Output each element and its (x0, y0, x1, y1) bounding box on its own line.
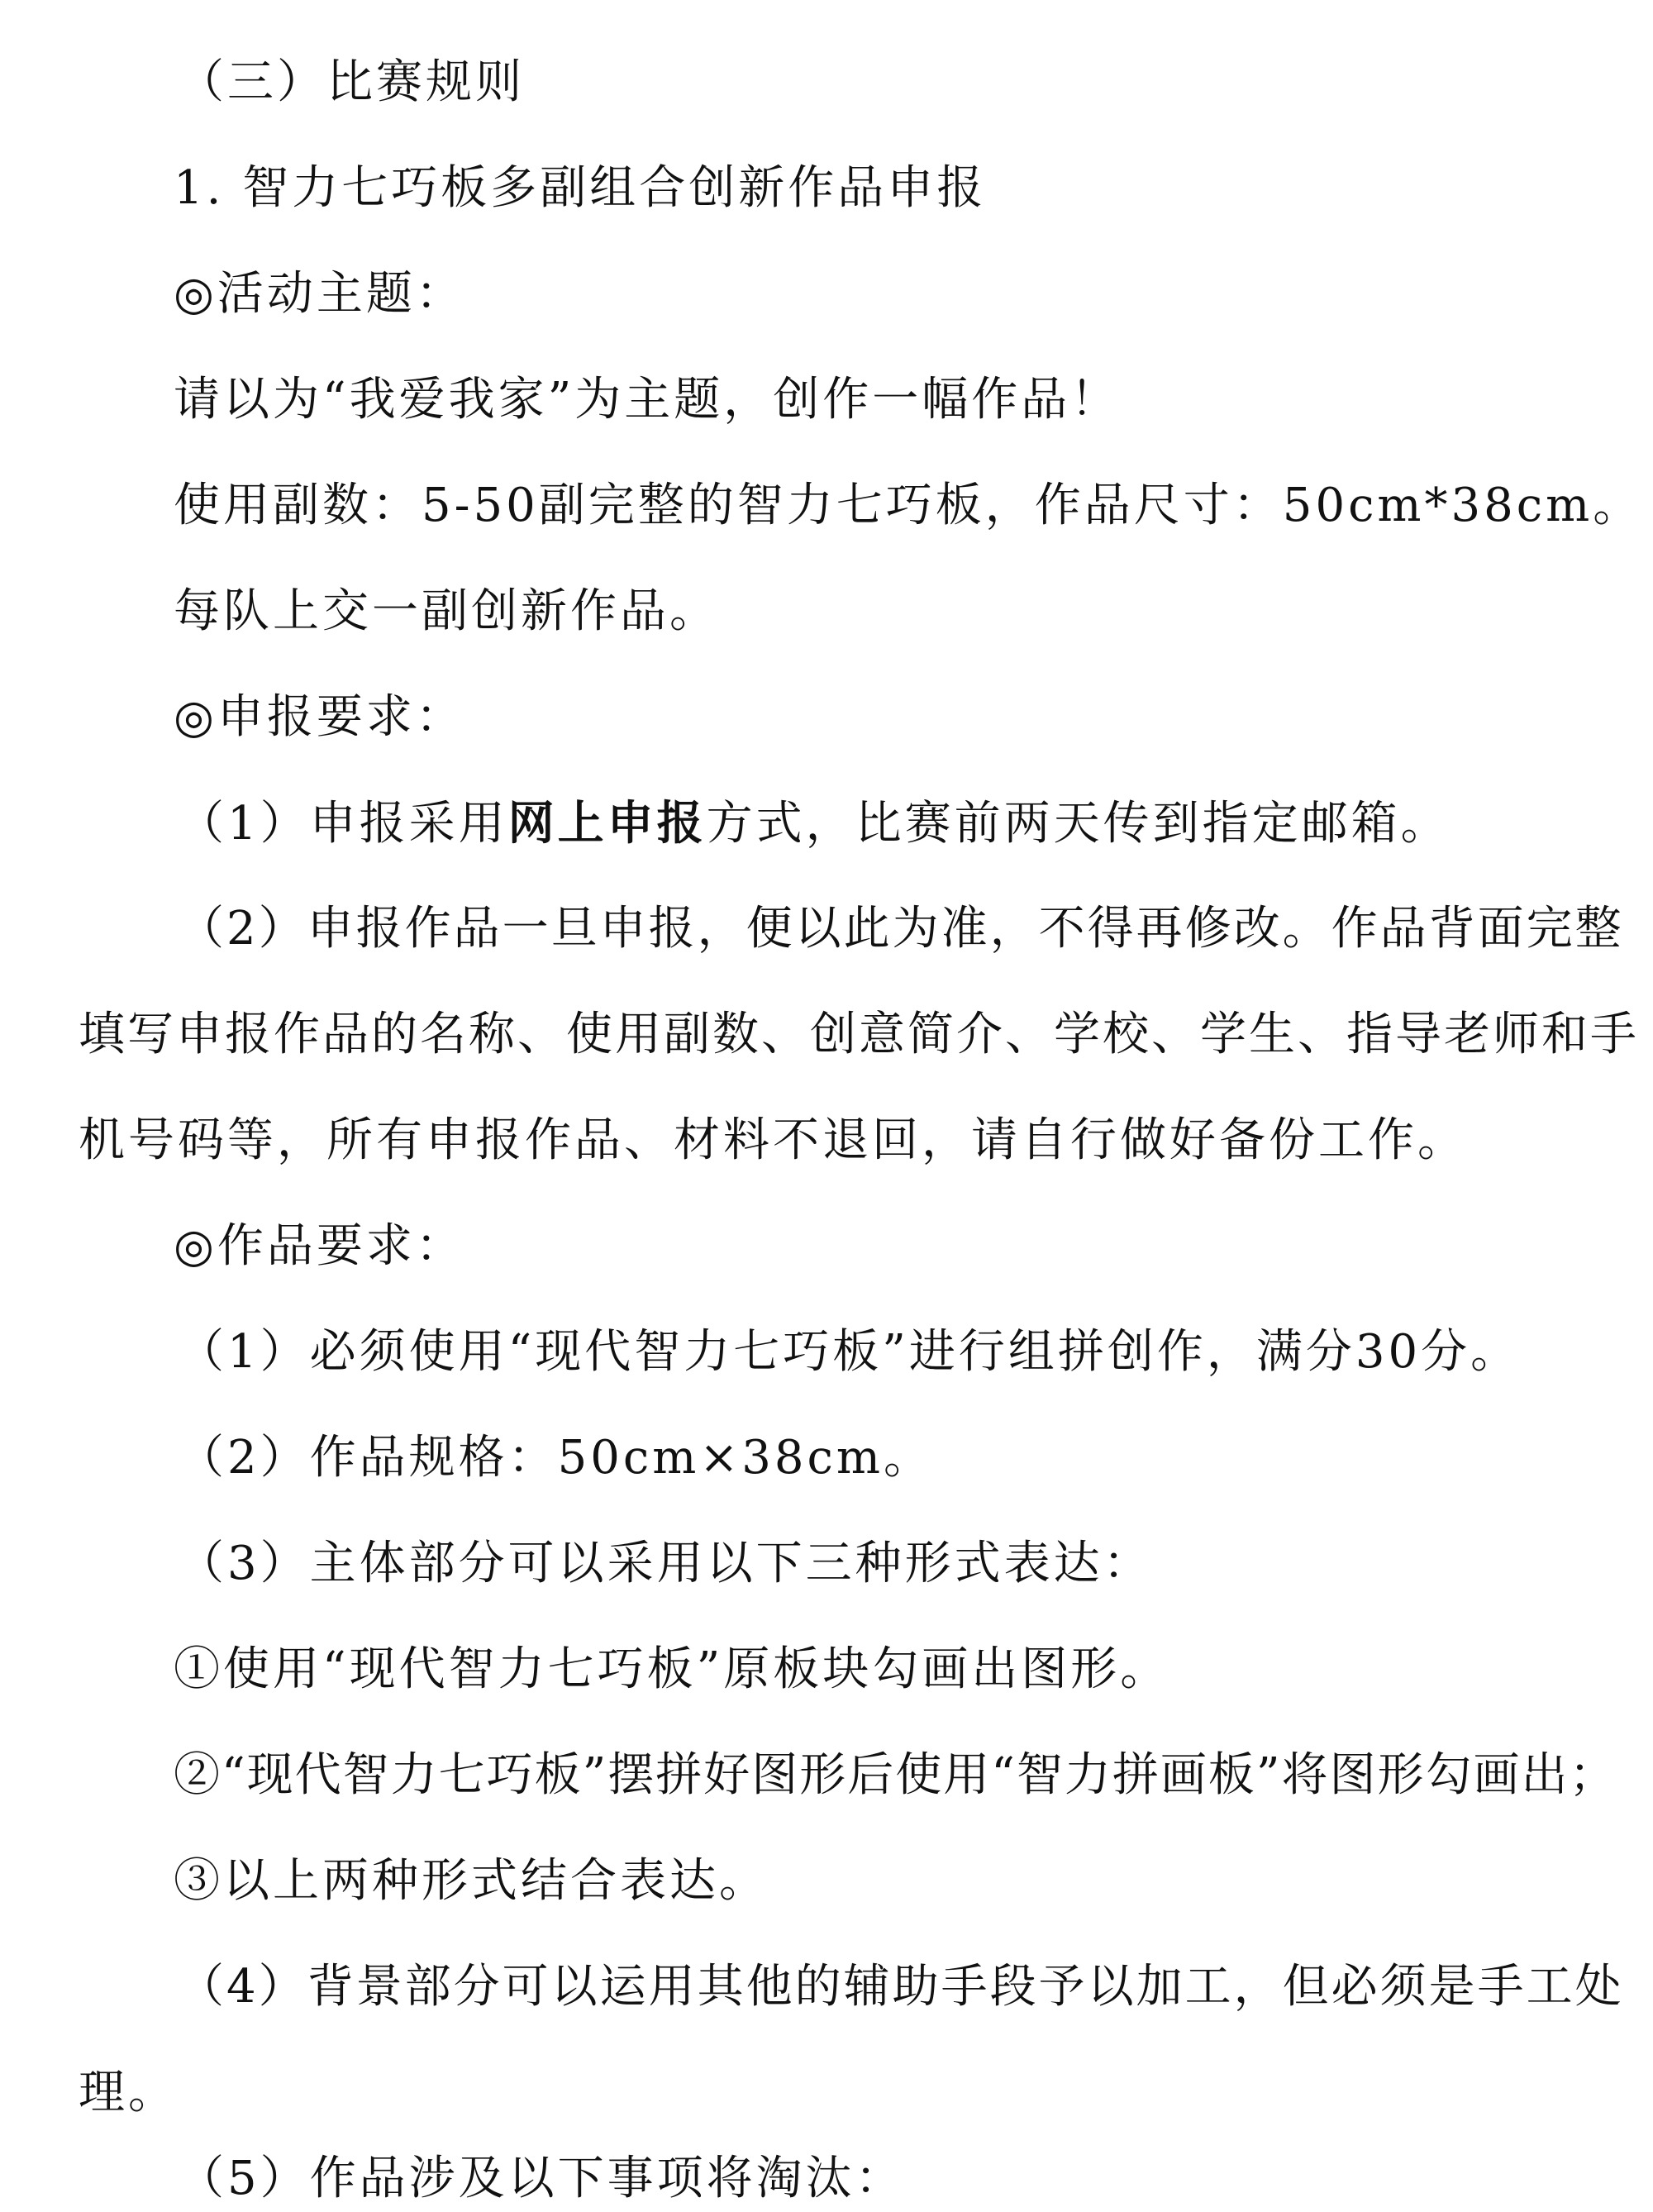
section-heading: （三）比赛规则 (178, 55, 525, 109)
work-item-2: （2）作品规格：50cm×38cm。 (178, 1431, 933, 1485)
form-item-1: ①使用“现代智力七巧板”原板块勾画出图形。 (174, 1642, 1170, 1696)
submit-text: 每队上交一副创新作品。 (174, 584, 719, 638)
work-item-4-line2: 理。 (79, 2066, 178, 2119)
work-item-3: （3）主体部分可以采用以下三种形式表达： (178, 1537, 1153, 1590)
apply-item-2-line1: （2）申报作品一旦申报，便以此为准，不得再修改。作品背面完整 (178, 902, 1624, 956)
usage-text: 使用副数：5-50副完整的智力七巧板，作品尺寸：50cm*38cm。 (174, 479, 1643, 532)
theme-text: 请以为“我爱我家”为主题，创作一幅作品！ (174, 373, 1121, 427)
form-item-2: ②“现代智力七巧板”摆拼好图形后使用“智力拼画板”将图形勾画出； (174, 1748, 1617, 1802)
item1-title: 1. 智力七巧板多副组合创新作品申报 (174, 161, 987, 215)
apply-item-1-post: 方式，比赛前两天传到指定邮箱。 (706, 797, 1451, 851)
theme-heading: ◎活动主题： (174, 267, 465, 321)
work-heading: ◎作品要求： (174, 1219, 465, 1273)
form-item-3: ③以上两种形式结合表达。 (174, 1854, 769, 1908)
apply-item-1-bold: 网上申报 (507, 796, 707, 851)
work-item-5: （5）作品涉及以下事项将淘汰： (178, 2152, 905, 2205)
apply-item-2-line3: 机号码等，所有申报作品、材料不退回，请自行做好备份工作。 (79, 1113, 1467, 1167)
apply-item-2-line2: 填写申报作品的名称、使用副数、创意简介、学校、学生、指导老师和手 (79, 1008, 1639, 1061)
work-item-1: （1）必须使用“现代智力七巧板”进行组拼创作，满分30分。 (178, 1325, 1521, 1379)
apply-item-1 (0, 790, 1653, 856)
apply-heading: ◎申报要求： (174, 690, 465, 744)
apply-item-1-pre: （1）申报采用 (178, 797, 508, 851)
work-item-4-line1: （4）背景部分可以运用其他的辅助手段予以加工，但必须是手工处 (178, 1960, 1624, 2014)
